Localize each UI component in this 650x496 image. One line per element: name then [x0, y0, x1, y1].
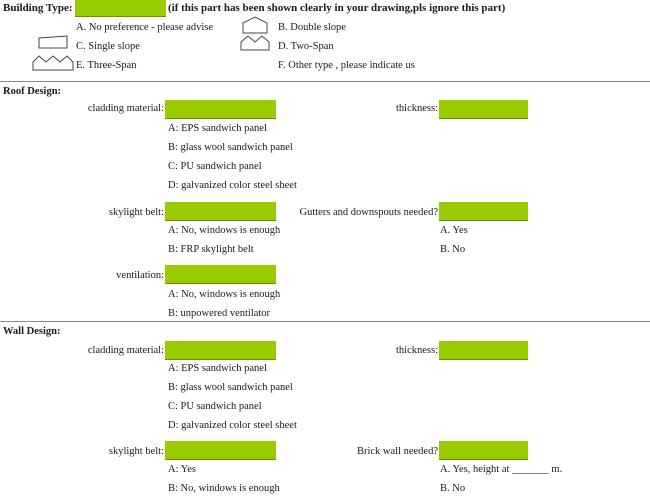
roof-cladding-field[interactable] — [165, 100, 276, 119]
roof-thickness-field[interactable] — [439, 100, 528, 119]
single-slope-icon — [38, 35, 68, 49]
roof-ventilation-option-b: B: unpowered ventilator — [168, 308, 271, 319]
wall-cladding-option-c: C: PU sandwich panel — [168, 401, 262, 412]
roof-skylight-option-b: B: FRP skylight belt — [168, 244, 254, 255]
roof-ventilation-option-a: A: No, windows is enough — [168, 289, 281, 300]
roof-cladding-option-b: B: glass wool sandwich panel — [168, 142, 293, 153]
option-f-other-type: F. Other type , please indicate us — [278, 60, 415, 71]
option-b-double-slope: B. Double slope — [278, 22, 346, 33]
roof-design-title: Roof Design: — [3, 86, 62, 97]
wall-cladding-field[interactable] — [165, 341, 276, 360]
wall-skylight-option-b: B: No, windows is enough — [168, 483, 280, 494]
roof-skylight-option-a: A: No, windows is enough — [168, 225, 281, 236]
two-span-icon — [240, 35, 270, 51]
roof-gutters-field[interactable] — [439, 202, 528, 221]
wall-skylight-label: skylight belt: — [108, 446, 164, 457]
building-type-title: Building Type: — [3, 2, 73, 14]
wall-brick-option-a: A. Yes, height at _______ m. — [440, 464, 563, 475]
wall-design-title: Wall Design: — [3, 326, 61, 337]
wall-brick-label: Brick wall needed? — [356, 446, 438, 457]
wall-thickness-field[interactable] — [439, 341, 528, 360]
roof-ventilation-label: ventilation: — [116, 270, 164, 281]
wall-brick-option-b: B. No — [440, 483, 466, 494]
wall-cladding-label: cladding material: — [87, 345, 164, 356]
option-d-two-span: D. Two-Span — [278, 41, 334, 52]
wall-skylight-field[interactable] — [165, 441, 276, 460]
roof-cladding-option-d: D: galvanized color steel sheet — [168, 180, 297, 191]
roof-skylight-field[interactable] — [165, 202, 276, 221]
option-e-three-span: E. Three-Span — [76, 60, 137, 71]
roof-ventilation-field[interactable] — [165, 265, 276, 284]
building-type-field[interactable] — [75, 0, 166, 17]
roof-cladding-option-a: A: EPS sandwich panel — [168, 123, 267, 134]
roof-thickness-label: thickness: — [396, 103, 438, 114]
roof-cladding-label: cladding material: — [87, 103, 164, 114]
wall-skylight-option-a: A: Yes — [168, 464, 197, 475]
wall-cladding-option-a: A: EPS sandwich panel — [168, 363, 267, 374]
double-slope-icon — [242, 16, 268, 34]
roof-gutters-option-b: B. No — [440, 244, 466, 255]
roof-cladding-option-c: C: PU sandwich panel — [168, 161, 262, 172]
section-divider — [0, 321, 650, 322]
option-c-single-slope: C. Single slope — [76, 41, 140, 52]
roof-gutters-option-a: A. Yes — [440, 225, 468, 236]
roof-skylight-label: skylight belt: — [108, 207, 164, 218]
section-divider — [0, 81, 650, 82]
option-a-no-preference: A. No preference - please advise — [76, 22, 214, 33]
roof-gutters-label: Gutters and downspouts needed? — [299, 207, 438, 218]
wall-cladding-option-d: D: galvanized color steel sheet — [168, 420, 297, 431]
building-type-note: (if this part has been shown clearly in your drawing,pls ignore this part) — [168, 2, 506, 14]
three-span-icon — [32, 55, 74, 71]
wall-thickness-label: thickness: — [396, 345, 438, 356]
wall-cladding-option-b: B: glass wool sandwich panel — [168, 382, 293, 393]
wall-brick-field[interactable] — [439, 441, 528, 460]
